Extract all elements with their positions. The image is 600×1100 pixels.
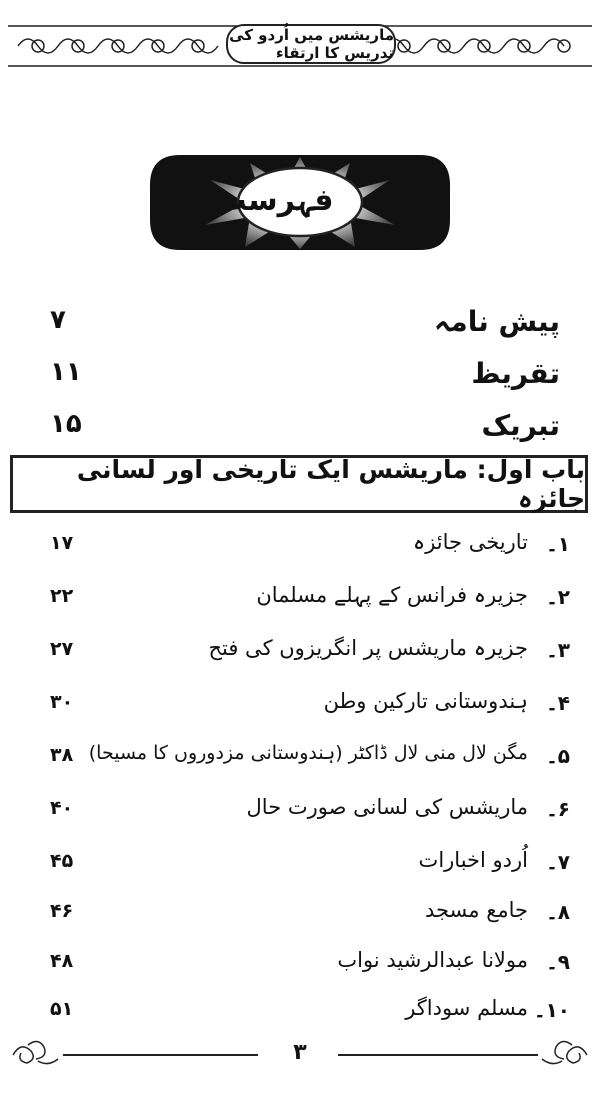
toc-front-label: پیش نامہ — [433, 305, 560, 338]
toc-entry[interactable] — [40, 996, 570, 1032]
toc-entry-number: ۵۔ — [546, 744, 570, 768]
toc-front-row[interactable] — [40, 357, 560, 397]
toc-front-label: تبریک — [481, 409, 560, 442]
toc-entry[interactable] — [40, 795, 570, 831]
toc-entry-title: مگن لال منی لال ڈاکٹر (ہندوستانی مزدوروں کا مسیحا) — [88, 742, 528, 764]
toc-entry-page: ۴۸ — [50, 950, 74, 972]
toc-entry-number: ۷۔ — [546, 850, 570, 874]
toc-entry-page: ۴۵ — [50, 850, 74, 872]
toc-entry-number: ۶۔ — [546, 797, 570, 821]
toc-entry-page: ۳۸ — [50, 744, 74, 766]
toc-entry-title: اُردو اخبارات — [418, 848, 528, 872]
toc-entry-page: ۳۰ — [50, 691, 74, 713]
toc-entry-page: ۲۷ — [50, 638, 74, 660]
toc-entry-number: ۱۔ — [546, 532, 570, 556]
toc-front-row[interactable] — [40, 305, 560, 345]
toc-entry[interactable] — [40, 636, 570, 672]
toc-entry-page: ۵۱ — [50, 998, 74, 1020]
toc-entry-title: ہندوستانی تارکین وطن — [323, 689, 528, 713]
toc-entry[interactable] — [40, 848, 570, 884]
book-title: ماریشس میں اُردو کی تدریس کا ارتقاء — [226, 24, 396, 64]
toc-entry-number: ۴۔ — [546, 691, 570, 715]
toc-entry-number: ۲۔ — [546, 585, 570, 609]
toc-entry[interactable] — [40, 898, 570, 934]
toc-entry-number: ۸۔ — [546, 900, 570, 924]
toc-entry-number: ۹۔ — [546, 950, 570, 974]
toc-entry-title: ماریشس کی لسانی صورت حال — [246, 795, 528, 819]
toc-front-row[interactable] — [40, 409, 560, 449]
toc-entry[interactable] — [40, 689, 570, 725]
toc-entry[interactable] — [40, 530, 570, 566]
chapter-heading: باب اول: ماریشس ایک تاریخی اور لسانی جائزہ — [10, 455, 588, 513]
toc-entry-page: ۲۲ — [50, 585, 74, 607]
toc-entry-title: مولانا عبدالرشید نواب — [337, 948, 528, 972]
toc-entry[interactable] — [40, 583, 570, 619]
toc-entry-number: ۱۰۔ — [533, 998, 570, 1022]
running-header — [8, 22, 592, 70]
toc-entry-title: جامع مسجد — [424, 898, 528, 922]
toc-entry[interactable] — [40, 742, 570, 778]
toc-front-page: ۱۱ — [50, 357, 82, 387]
toc-front-label: تقریظ — [471, 357, 560, 390]
toc-entry-page: ۴۰ — [50, 797, 74, 819]
toc-entry-title: تاریخی جائزہ — [412, 530, 528, 554]
toc-entry[interactable] — [40, 948, 570, 984]
toc-entry-title: جزیرہ فرانس کے پہلے مسلمان — [256, 583, 528, 607]
toc-entry-title: جزیرہ ماریشس پر انگریزوں کی فتح — [208, 636, 528, 660]
toc-entry-page: ۱۷ — [50, 532, 74, 554]
toc-entry-page: ۴۶ — [50, 900, 74, 922]
page-number: ۳ — [293, 1040, 307, 1065]
contents-heading: فہرست — [216, 182, 334, 218]
toc-front-page: ۷ — [50, 305, 66, 335]
toc-entry-number: ۳۔ — [546, 638, 570, 662]
toc-front-page: ۱۵ — [50, 409, 82, 439]
toc-entry-title: مسلم سوداگر — [405, 996, 528, 1020]
